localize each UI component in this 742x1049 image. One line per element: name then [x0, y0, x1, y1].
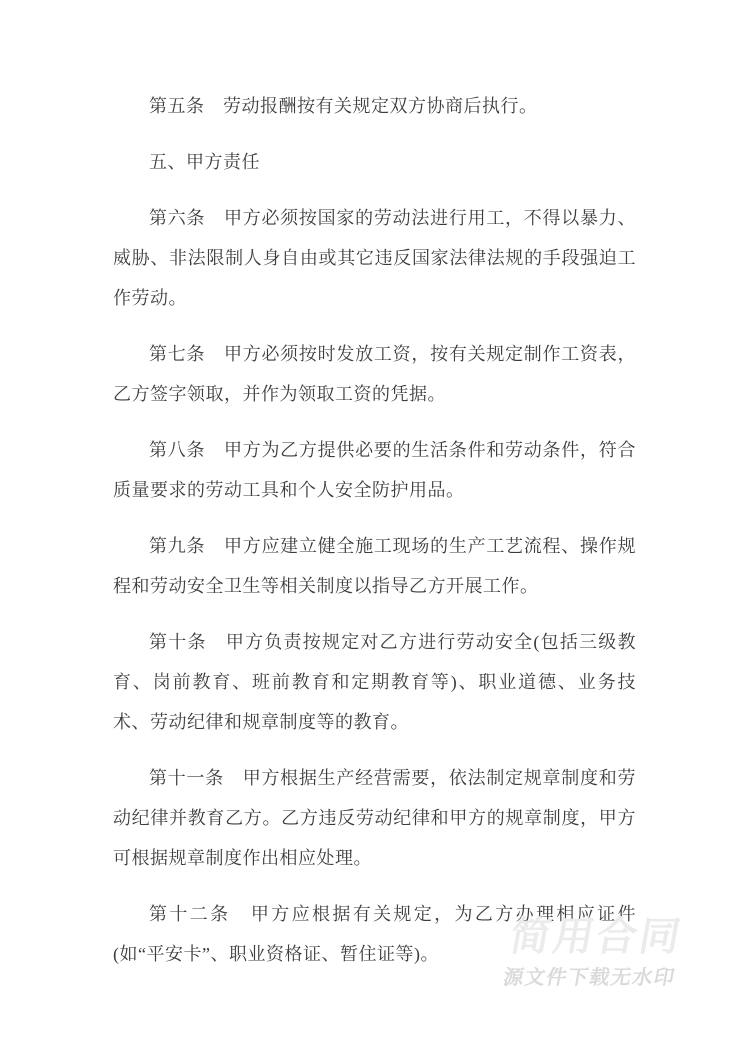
paragraph-clause-5: 第五条 劳动报酬按有关规定双方协商后执行。 — [149, 96, 538, 116]
paragraph-clause-9: 第九条 甲方应建立健全施工现场的生产工艺流程、操作规程和劳动安全卫生等相关制度以指导乙方开展工作。 — [113, 536, 636, 596]
watermark-brand-text: 简用合同 — [506, 914, 687, 960]
paragraph-clause-12: 第十二条 甲方应根据有关规定，为乙方办理相应证件(如“平安卡”、职业资格证、暂住证等)。 — [113, 904, 636, 964]
document-body — [113, 86, 636, 990]
paragraph-clause-11: 第十一条 甲方根据生产经营需要，依法制定规章制度和劳动纪律并教育乙方。乙方违反劳动纪律和甲方的规章制度，甲方可根据规章制度作出相应处理。 — [113, 768, 636, 868]
watermark-tagline-text: 源文件下载无水印 — [501, 965, 678, 989]
paragraph-clause-10: 第十条 甲方负责按规定对乙方进行劳动安全(包括三级教育、岗前教育、班前教育和定期教育等)、职业道德、业务技术、劳动纪律和规章制度等的教育。 — [113, 632, 636, 732]
paragraph-clause-6: 第六条 甲方必须按国家的劳动法进行用工，不得以暴力、威胁、非法限制人身自由或其它违反国家法律法规的手段强迫工作劳动。 — [113, 208, 636, 308]
paragraph-clause-8: 第八条 甲方为乙方提供必要的生活条件和劳动条件，符合质量要求的劳动工具和个人安全防护用品。 — [113, 440, 636, 500]
section-heading-party-a-duties: 五、甲方责任 — [149, 152, 260, 172]
paragraph-clause-7: 第七条 甲方必须按时发放工资，按有关规定制作工资表，乙方签字领取，并作为领取工资的凭据。 — [113, 344, 636, 404]
